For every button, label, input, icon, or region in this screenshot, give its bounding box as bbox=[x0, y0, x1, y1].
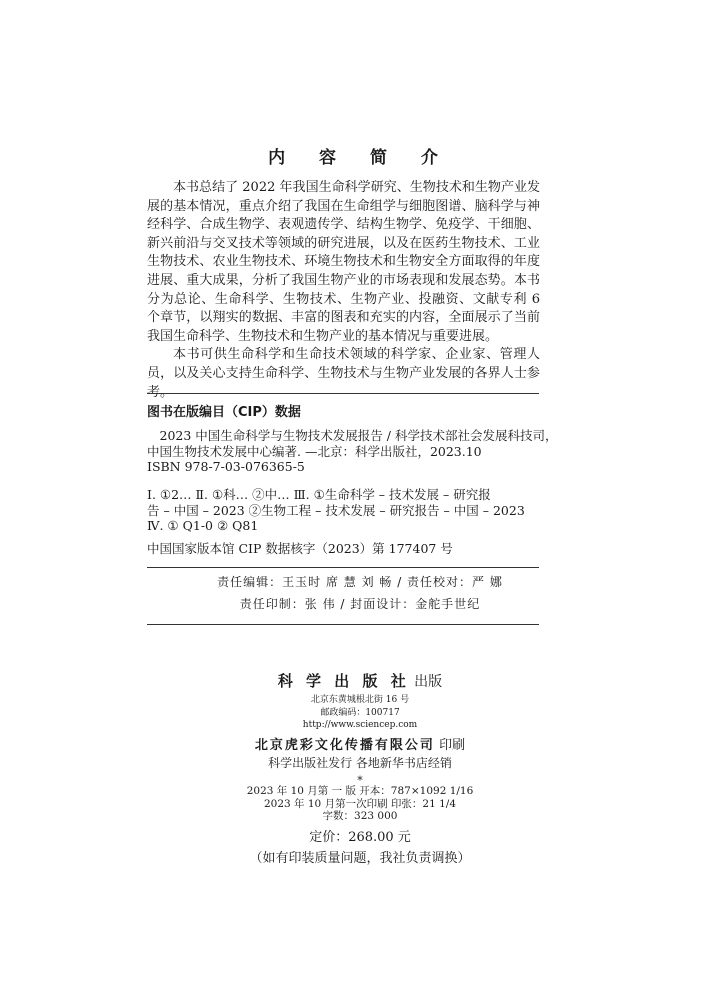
publisher-suffix: 出版 bbox=[409, 674, 443, 690]
summary-paragraph-2: 本书可供生命科学和生命技术领域的科学家、企业家、管理人员，以及关心支持生命科学、生物技术与生物产业发展的各界人士参考。 bbox=[147, 347, 540, 400]
publisher-name: 科 学 出 版 社 bbox=[277, 672, 410, 690]
cip-line-1: 2023 中国生命科学与生物技术发展报告 / 科学技术部社会发展科技司， bbox=[159, 428, 558, 443]
publisher-address-block bbox=[0, 694, 720, 732]
publisher-url: http://www.sciencep.com bbox=[302, 720, 418, 730]
cip-class-line-1: Ⅰ. ①2… Ⅱ. ①科… ②中… Ⅲ. ①生命科学 – 技术发展 – 研究报 bbox=[147, 487, 491, 502]
summary-heading: 内 容 简 介 bbox=[268, 148, 452, 168]
cip-record bbox=[147, 428, 558, 475]
publisher-line bbox=[0, 670, 720, 691]
edition-specs bbox=[0, 785, 720, 823]
editors-line-2: 责任印制：张 伟 / 封面设计：金舵手世纪 bbox=[239, 597, 481, 611]
word-count: 字数：323 000 bbox=[322, 810, 398, 822]
cip-classification bbox=[147, 487, 542, 534]
summary-body bbox=[147, 179, 540, 402]
separator-star: * bbox=[357, 774, 363, 787]
price: 定价：268.00 元 bbox=[309, 830, 411, 845]
cip-number-text: 中国国家版本馆 CIP 数据核字（2023）第 177407 号 bbox=[147, 541, 453, 556]
cip-class-line-2: 告 – 中国 – 2023 ②生物工程 – 技术发展 – 研究报告 – 中国 – 2023 bbox=[147, 502, 525, 518]
edition-line: 2023 年 10 月第 一 版 开本：787×1092 1/16 bbox=[246, 785, 474, 797]
publisher-postcode: 邮政编码：100717 bbox=[320, 707, 400, 718]
cip-title: 图书在版编目（CIP）数据 bbox=[147, 405, 301, 420]
editors-line-1: 责任编辑：王玉时 席 慧 刘 畅 / 责任校对：严 娜 bbox=[217, 575, 503, 589]
cip-number bbox=[147, 541, 542, 557]
divider-bottom bbox=[147, 624, 539, 625]
cip-isbn: ISBN 978-7-03-076365-5 bbox=[147, 459, 305, 475]
printer-suffix: 印刷 bbox=[434, 738, 466, 753]
publisher-address: 北京东黄城根北街 16 号 bbox=[310, 695, 410, 705]
divider-middle bbox=[147, 567, 539, 568]
printer-name: 北京虎彩文化传播有限公司 bbox=[254, 738, 435, 753]
printing-line: 2023 年 10 月第一次印刷 印张：21 1/4 bbox=[263, 797, 457, 810]
quality-notice: （如有印装质量问题，我社负责调换） bbox=[249, 851, 471, 866]
cip-line-2: 中国生物技术发展中心编著. —北京：科学出版社，2023.10 bbox=[147, 443, 482, 459]
printer-line bbox=[0, 734, 720, 753]
cip-class-line-3: Ⅳ. ① Q1-0 ② Q81 bbox=[147, 518, 259, 534]
summary-paragraph-1: 本书总结了 2022 年我国生命科学研究、生物技术和生物产业发展的基本情况，重点介绍了我国在生命组学与细胞图谱、脑科学与神经科学、合成生物学、表观遗传学、结构生物学、免疫学、干细胞、新兴前沿与交叉技术等领域的研究进展，以及在医药生物技术、工业生物技术、农业生物技术、环境生物技术和生物安全方面取得的年度进展、重大成果，分析了我国生物产业的市场表现和发展态势。本书分为总论、生命科学、生物技术、生物产业、投融资、文献专利 6 个章节，以翔实的数据、丰富的图表和充实的内容，全面展示了当前我国生命科学、生物技术和生物产业的基本情况与重要进展。 bbox=[147, 180, 540, 344]
divider-top bbox=[147, 393, 539, 394]
distribution-line: 科学出版社发行 各地新华书店经销 bbox=[268, 756, 452, 770]
